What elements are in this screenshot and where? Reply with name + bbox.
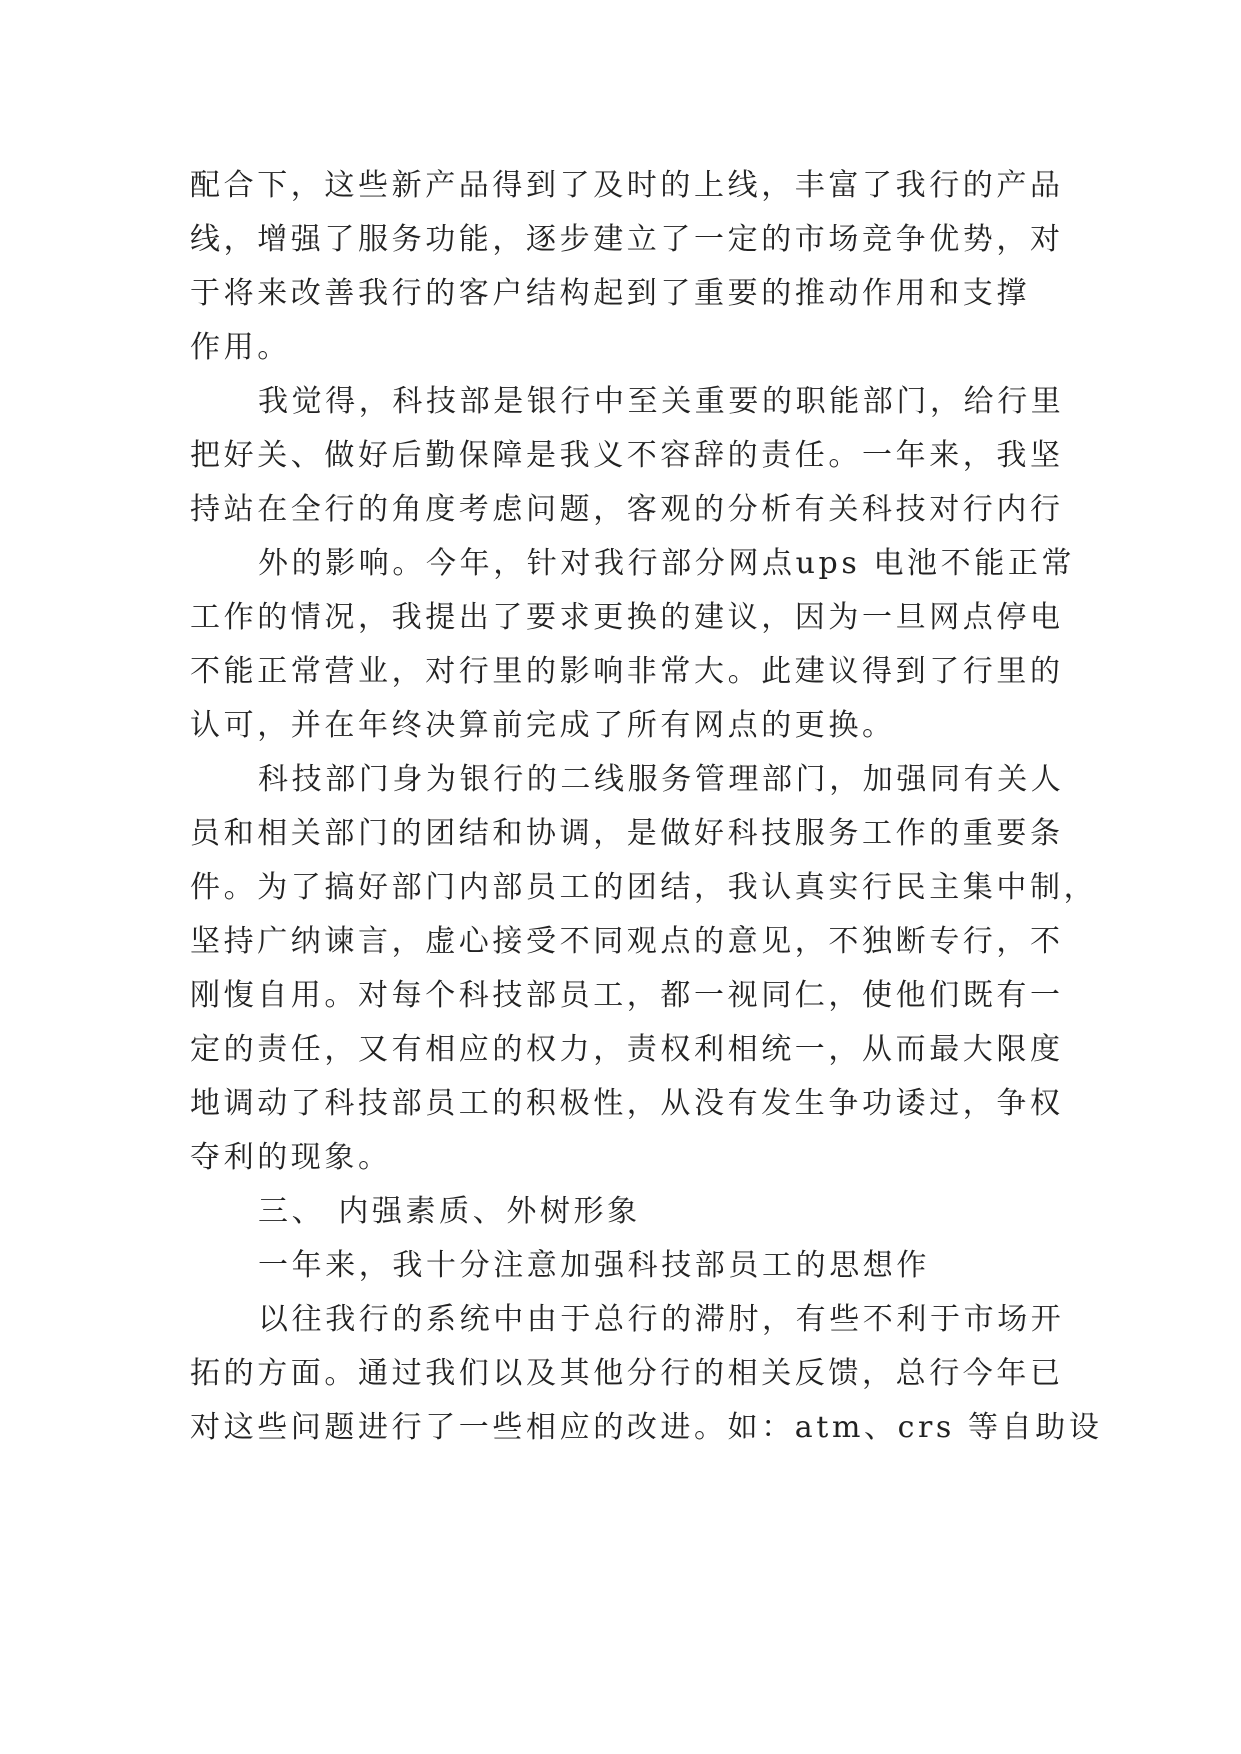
text-line: 拓的方面。通过我们以及其他分行的相关反馈，总行今年已	[190, 1356, 1064, 1391]
text-line: 刚愎自用。对每个科技部员工，都一视同仁，使他们既有一	[190, 978, 1064, 1013]
text-line: 线，增强了服务功能，逐步建立了一定的市场竞争优势，对	[190, 222, 1064, 257]
text-line: 把好关、做好后勤保障是我义不容辞的责任。一年来，我坚	[190, 438, 1064, 473]
text-line: 持站在全行的角度考虑问题，客观的分析有关科技对行内行	[190, 492, 1064, 527]
section-heading: 三、 内强素质、外树形象	[258, 1194, 641, 1229]
text-line: 配合下，这些新产品得到了及时的上线，丰富了我行的产品	[190, 168, 1064, 203]
paragraph-first-line: 我觉得，科技部是银行中至关重要的职能部门，给行里	[258, 384, 1065, 419]
text-line: 于将来改善我行的客户结构起到了重要的推动作用和支撑	[190, 276, 1030, 311]
text-line: 外的影响。今年，针对我行部分网点ups 电池不能正常	[258, 546, 1076, 581]
text-line: 对这些问题进行了一些相应的改进。如：atm、crs 等自助设	[190, 1410, 1103, 1445]
text-line: 认可，并在年终决算前完成了所有网点的更换。	[190, 708, 896, 743]
text-line: 不能正常营业，对行里的影响非常大。此建议得到了行里的	[190, 654, 1064, 689]
paragraph-first-line: 科技部门身为银行的二线服务管理部门，加强同有关人	[258, 762, 1065, 797]
text-line: 员和相关部门的团结和协调，是做好科技服务工作的重要条	[190, 816, 1064, 851]
text-line: 件。为了搞好部门内部员工的团结，我认真实行民主集中制，	[190, 870, 1098, 905]
text-line: 坚持广纳谏言，虚心接受不同观点的意见，不独断专行，不	[190, 924, 1064, 959]
text-line: 作用。	[190, 330, 291, 365]
text-line: 定的责任，又有相应的权力，责权利相统一，从而最大限度	[190, 1032, 1064, 1067]
paragraph-first-line: 以往我行的系统中由于总行的滞肘，有些不利于市场开	[258, 1302, 1065, 1337]
text-line: 工作的情况，我提出了要求更换的建议，因为一旦网点停电	[190, 600, 1064, 635]
text-line: 地调动了科技部员工的积极性，从没有发生争功诿过，争权	[190, 1086, 1064, 1121]
text-line: 夺利的现象。	[190, 1140, 392, 1175]
paragraph-first-line: 一年来，我十分注意加强科技部员工的思想作	[258, 1248, 930, 1283]
